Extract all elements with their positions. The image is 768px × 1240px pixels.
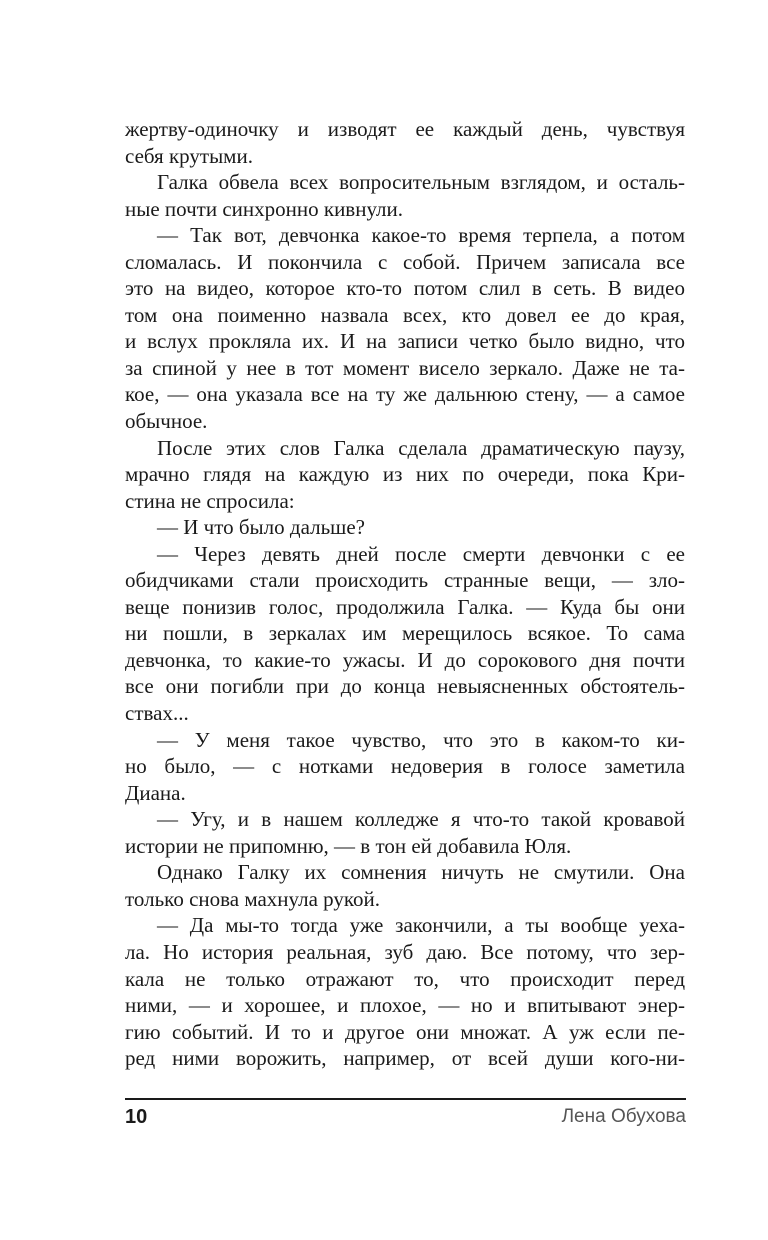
text-line: это на видео, которое кто-то потом слил в сеть. В видео [125,276,685,301]
text-line: сломалась. И покончила с собой. Причем записала все [125,249,685,274]
text-line: жертву-одиночку и изводят ее каждый день, чувствуя [125,117,685,141]
text-line: ствах... [125,701,189,726]
text-line: веще понизив голос, продолжила Галка. — Куда бы они [125,594,685,619]
text-line: ла. Но история реальная, зуб даю. Все потому, что зер- [125,939,685,964]
text-line: — Угу, и в нашем колледже я что-то такой кровавой [157,807,685,832]
text-line: за спиной у нее в тот момент висело зеркало. Даже не та- [125,355,685,380]
text-line: себя крутыми. [125,143,253,168]
text-line: девчонка, то какие-то ужасы. И до сорокового дня почти [125,647,685,672]
text-line: Однако Галку их сомнения ничуть не смутили. Она [157,860,685,885]
text-line: гию событий. И то и другое они множат. А уж если пе- [125,1019,685,1044]
text-line: но было, — с нотками недоверия в голосе заметила [125,754,685,779]
text-line: стина не спросила: [125,488,295,513]
text-line: — Через девять дней после смерти девчонки с ее [157,541,685,566]
text-line: том она поименно назвала всех, кто довел ее до края, [125,302,685,327]
text-line: кала не только отражают то, что происходит перед [125,966,685,991]
text-line: ними, — и хорошее, и плохое, — но и впитывают энер- [125,993,685,1018]
text-line: Галка обвела всех вопросительным взглядом, и осталь- [157,170,685,195]
text-line: — И что было дальше? [157,515,365,540]
text-line: и вслух прокляла их. И на записи четко было видно, что [125,329,685,354]
text-line: ни пошли, в зеркалах им мерещилось всякое. То сама [125,621,685,646]
text-line: обычное. [125,409,208,434]
text-line: — Так вот, девчонка какое-то время терпела, а потом [157,223,685,248]
text-line: ные почти синхронно кивнули. [125,196,404,221]
text-line: обидчиками стали происходить странные вещи, — зло- [125,568,685,593]
text-line: только снова махнула рукой. [125,886,381,911]
text-line: мрачно глядя на каждую из них по очереди, пока Кри- [125,462,685,487]
text-line: ред ними ворожить, например, от всей души кого-ни- [125,1046,685,1071]
text-line: — У меня такое чувство, что это в каком-то ки- [157,727,685,752]
running-footer-author: Лена Обухова [561,1106,686,1127]
text-line: истории не припомню, — в тон ей добавила Юля. [125,833,572,858]
body-text [125,116,685,1072]
text-line: После этих слов Галка сделала драматическую паузу, [157,435,685,460]
page-number: 10 [125,1106,148,1128]
footer-divider [125,1098,686,1100]
text-line: — Да мы-то тогда уже закончили, а ты вообще уеха- [157,913,685,938]
text-line: кое, — она указала все на ту же дальнюю стену, — а самое [125,382,685,407]
text-line: все они погибли при до конца невыясненных обстоятель- [125,674,685,699]
text-line: Диана. [125,780,186,805]
